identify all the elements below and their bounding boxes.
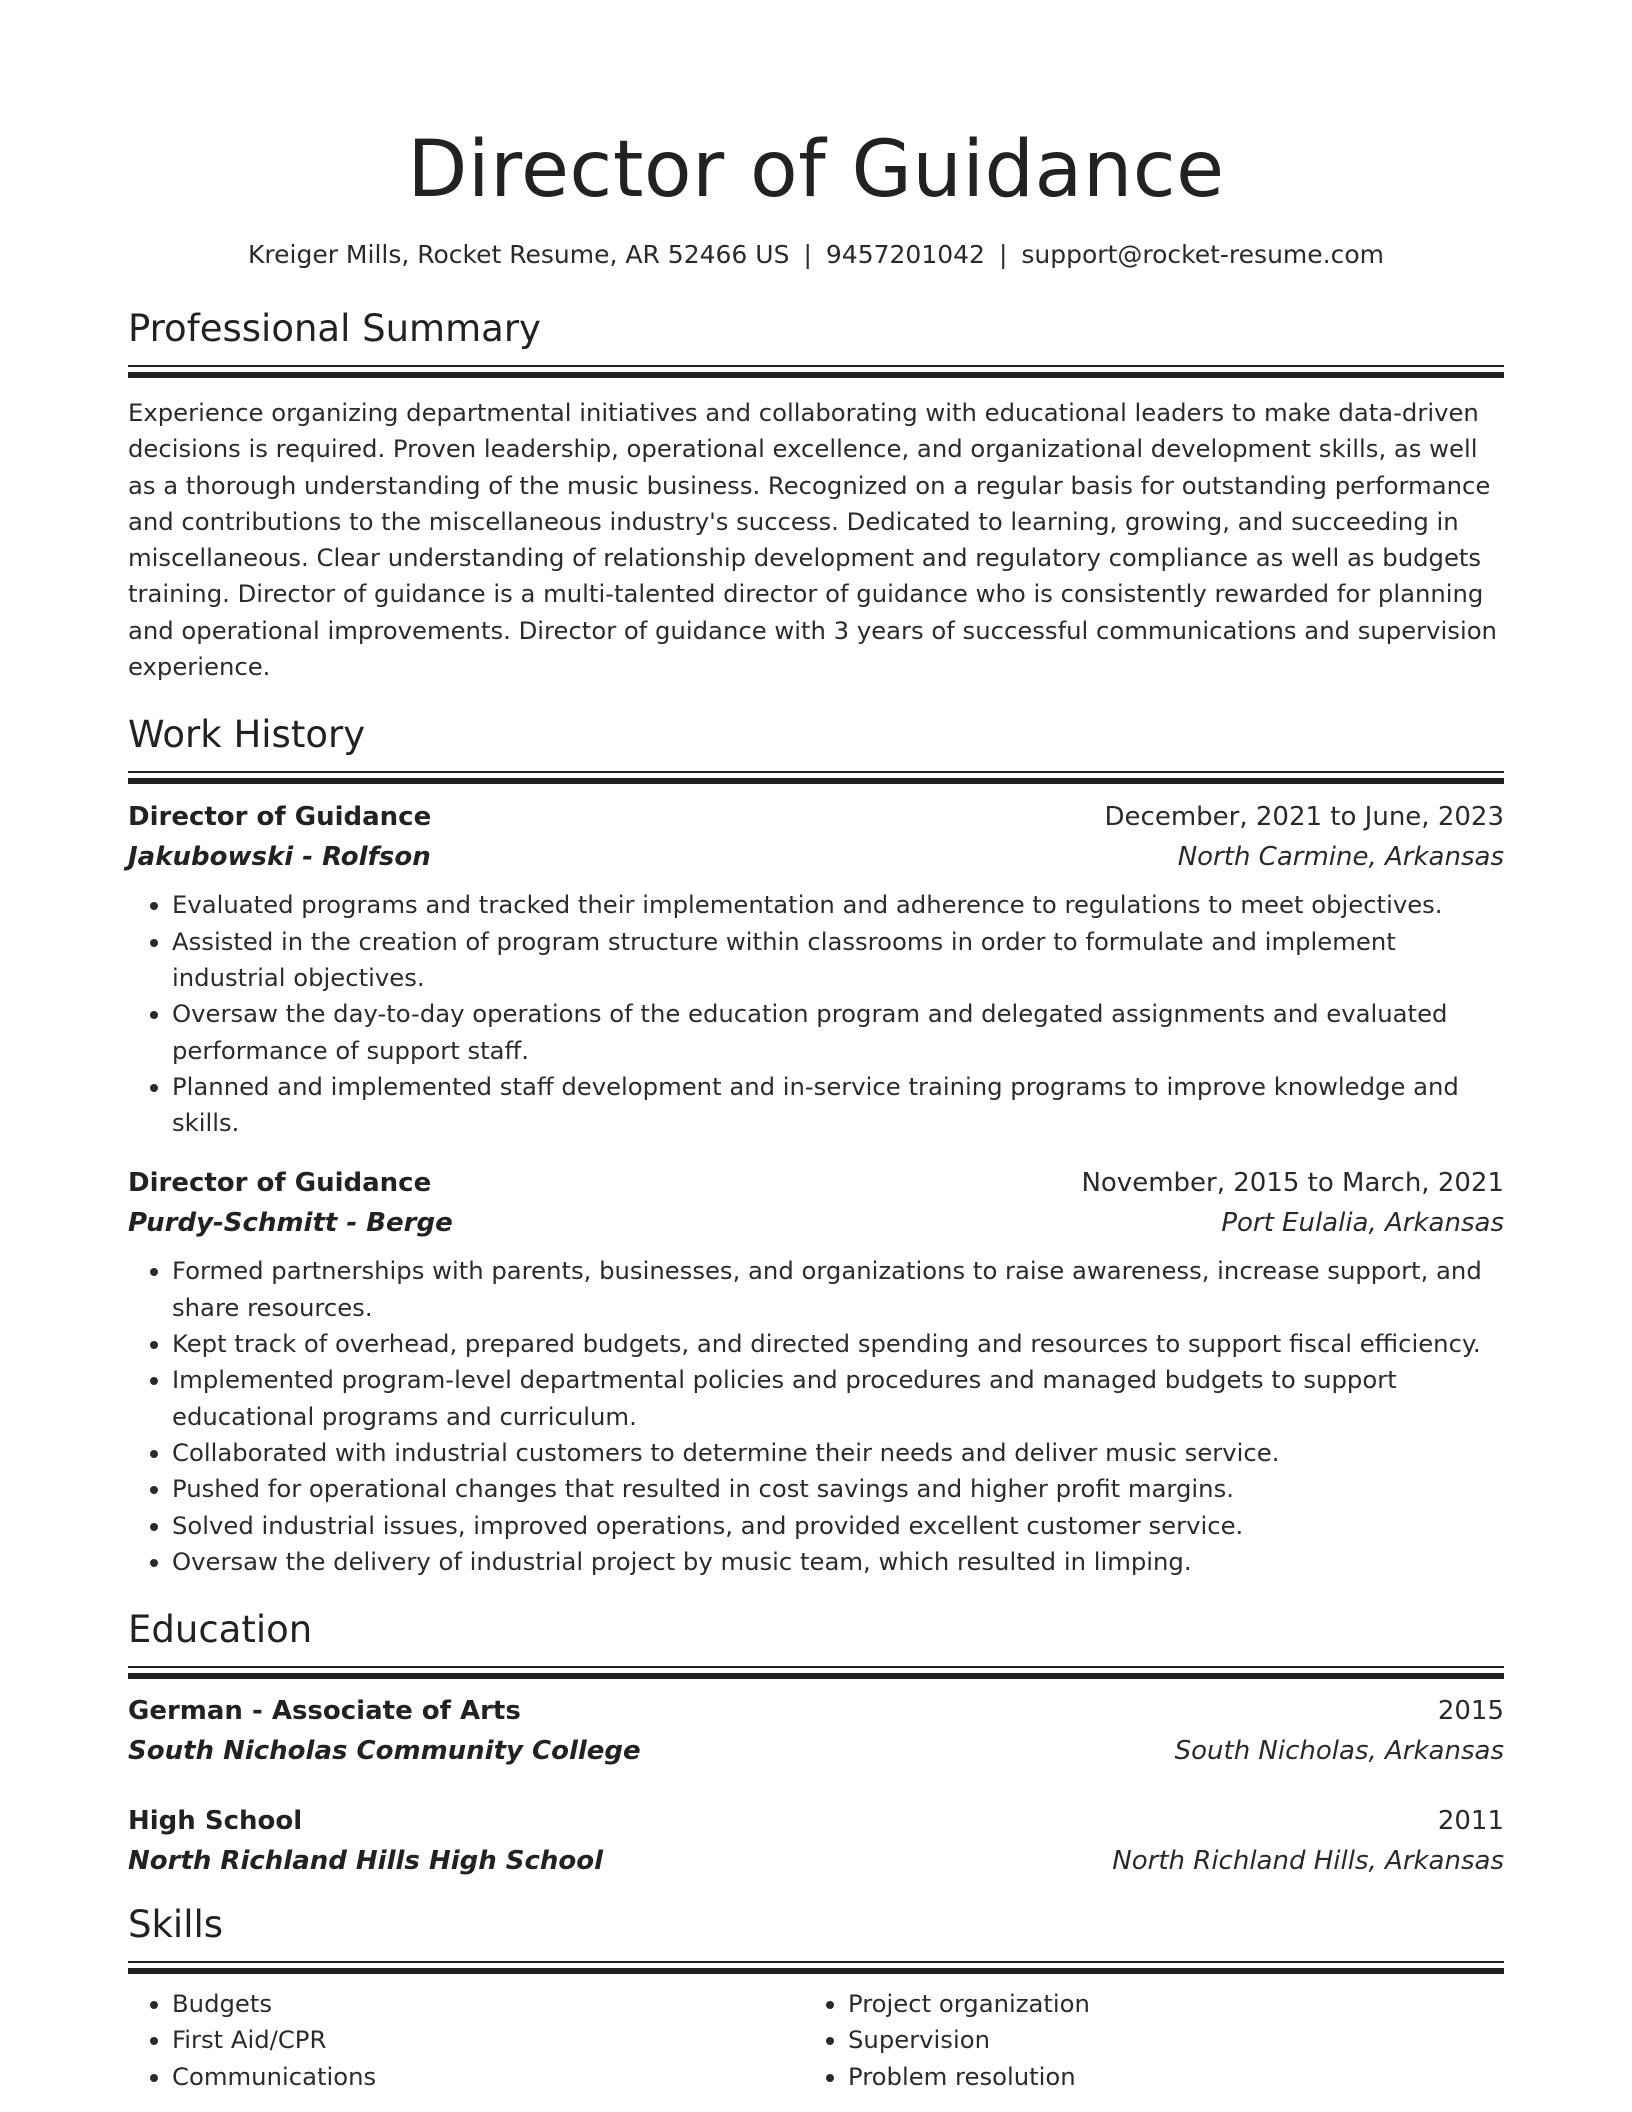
job-entry <box>128 797 1504 1141</box>
education-degree: High School <box>128 1806 303 1837</box>
job-bullets <box>128 887 1504 1141</box>
skill-item: • Problem resolution <box>848 2059 1480 2095</box>
skill-item: • Budgets <box>172 1986 804 2022</box>
job-header <box>128 1163 1504 1203</box>
education-year: 2011 <box>1437 1806 1504 1837</box>
work-history-section <box>128 711 1504 1580</box>
skill-item: • First Aid/CPR <box>172 2022 804 2058</box>
education-header <box>128 1801 1504 1841</box>
list-item: • Collaborated with industrial customers to determine their needs and deliver music service. <box>172 1435 1504 1471</box>
education-header <box>128 1691 1504 1731</box>
contact-phone: 9457201042 <box>825 240 985 269</box>
job-subheader <box>128 1203 1504 1243</box>
list-item: • Oversaw the day-to-day operations of the education program and delegated assignments and evaluated performance of support staff. <box>172 996 1504 1069</box>
list-item: • Kept track of overhead, prepared budgets, and directed spending and resources to support fiscal efficiency. <box>172 1326 1504 1362</box>
skill-item: • Communications <box>172 2059 804 2095</box>
list-item: • Pushed for operational changes that resulted in cost savings and higher profit margins. <box>172 1471 1504 1507</box>
job-location: North Carmine, Arkansas <box>1177 842 1504 873</box>
section-title-work-history: Work History <box>128 713 366 757</box>
skill-item: • Supervision <box>848 2022 1480 2058</box>
list-item: • Planned and implemented staff development and in-service training programs to improve knowledge and skills. <box>172 1069 1504 1142</box>
job-subheader <box>128 837 1504 877</box>
job-dates: November, 2015 to March, 2021 <box>1081 1168 1504 1199</box>
education-subheader <box>128 1731 1504 1771</box>
job-title: Director of Guidance <box>128 1168 432 1199</box>
education-entry <box>128 1691 1504 1771</box>
education-school: South Nicholas Community College <box>128 1736 641 1767</box>
skills-section <box>128 1901 1504 2095</box>
job-company: Purdy-Schmitt - Berge <box>128 1208 453 1239</box>
list-item: • Assisted in the creation of program structure within classrooms in order to formulate and implement industrial objectives. <box>172 924 1504 997</box>
job-location: Port Eulalia, Arkansas <box>1221 1208 1504 1239</box>
education-year: 2015 <box>1437 1696 1504 1727</box>
education-school: North Richland Hills High School <box>128 1846 604 1877</box>
contact-email: support@rocket-resume.com <box>1021 240 1384 269</box>
list-item: • Formed partnerships with parents, businesses, and organizations to raise awareness, increase support, and share resources. <box>172 1253 1504 1326</box>
job-header <box>128 797 1504 837</box>
section-title-summary: Professional Summary <box>128 307 541 350</box>
contact-separator: | <box>998 240 1008 269</box>
summary-section <box>128 305 1504 685</box>
list-item: • Solved industrial issues, improved operations, and provided excellent customer service. <box>172 1508 1504 1544</box>
section-divider <box>128 365 1504 378</box>
resume-name: Director of Guidance <box>407 125 1225 215</box>
contact-address: Kreiger Mills, Rocket Resume, AR 52466 US <box>248 240 790 269</box>
education-subheader <box>128 1841 1504 1881</box>
job-title: Director of Guidance <box>128 802 432 833</box>
section-title-skills: Skills <box>128 1903 224 1947</box>
job-dates: December, 2021 to June, 2023 <box>1104 802 1504 833</box>
education-degree: German - Associate of Arts <box>128 1696 521 1727</box>
job-company: Jakubowski - Rolfson <box>128 842 431 873</box>
list-item: • Oversaw the delivery of industrial project by music team, which resulted in limping. <box>172 1544 1504 1580</box>
education-entry <box>128 1801 1504 1881</box>
section-divider <box>128 1666 1504 1679</box>
job-bullets <box>128 1253 1504 1580</box>
skills-list-right <box>804 1986 1480 2095</box>
list-item: • Evaluated programs and tracked their implementation and adherence to regulations to meet objectives. <box>172 887 1504 923</box>
job-entry <box>128 1163 1504 1580</box>
contact-line <box>128 238 1504 272</box>
section-title-education: Education <box>128 1608 313 1652</box>
contact-separator: | <box>803 240 812 269</box>
skills-list-left <box>128 1986 804 2095</box>
summary-text: Experience organizing departmental initiatives and collaborating with educational leaders to make data-driven decisions is required. Proven leadership, operational excellence, and organizational development skills, as well as a thorough understanding of the music business. Recognized on a regular basis for outstanding performance and contributions to the miscellaneous industry's success. Dedicated to learning, growing, and succeeding in miscellaneous. Clear understanding of relationship development and regulatory compliance as well as budgets training. Director of guidance is a multi-talented director of guidance who is consistently rewarded for planning and operational improvements. Director of guidance with 3 years of successful communications and supervision experience. <box>128 398 1497 682</box>
skills-columns <box>128 1986 1504 2095</box>
skill-item: • Project organization <box>848 1986 1480 2022</box>
education-section <box>128 1606 1504 1881</box>
list-item: • Implemented program-level departmental policies and procedures and managed budgets to support educational programs and curriculum. <box>172 1362 1504 1435</box>
education-location: North Richland Hills, Arkansas <box>1112 1846 1504 1877</box>
section-divider <box>128 1961 1504 1974</box>
section-divider <box>128 771 1504 784</box>
resume-page <box>128 0 1504 2095</box>
education-location: South Nicholas, Arkansas <box>1174 1736 1504 1767</box>
